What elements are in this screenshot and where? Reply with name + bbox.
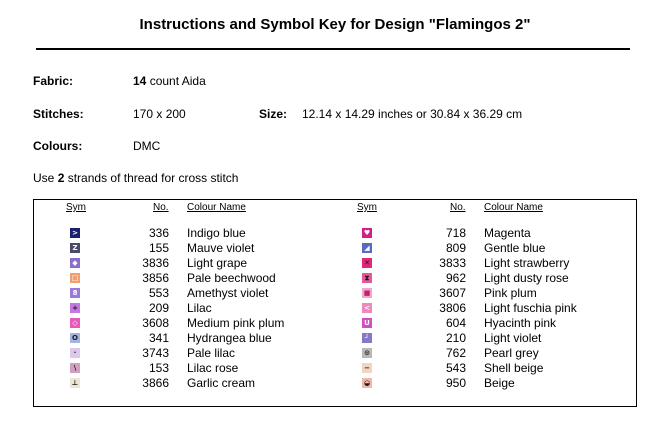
colour-name: Light strawberry (484, 256, 570, 270)
fabric-value (133, 74, 206, 88)
title-divider (36, 48, 630, 50)
size-value: 12.14 x 14.29 inches or 30.84 x 36.29 cm (302, 107, 523, 121)
colour-name: Gentle blue (484, 241, 546, 255)
dmc-number: 341 (148, 331, 169, 345)
symbol-swatch-icon: + (70, 303, 80, 313)
colour-name: Light dusty rose (484, 271, 569, 285)
colour-name: Pale beechwood (187, 271, 276, 285)
colours-label: Colours: (33, 139, 83, 153)
symbol-swatch-icon: Z (70, 243, 80, 253)
dmc-number: 962 (445, 271, 466, 285)
name-header-left: Colour Name (187, 202, 246, 213)
dmc-number: 336 (148, 226, 169, 240)
name-header-right: Colour Name (484, 202, 543, 213)
dmc-number: 762 (445, 346, 466, 360)
symbol-swatch-icon: ✕ (362, 258, 372, 268)
symbol-swatch-icon: > (70, 228, 80, 238)
symbol-swatch-icon: ◆ (70, 258, 80, 268)
note-post: strands of thread for cross stitch (67, 171, 239, 185)
symbol-swatch-icon: ⊙ (362, 348, 372, 358)
dmc-number: 553 (148, 286, 169, 300)
dmc-number: 3866 (142, 376, 169, 390)
dmc-number: 950 (445, 376, 466, 390)
dmc-number: 153 (148, 361, 169, 375)
symbol-key-table (33, 199, 637, 407)
no-header-left: No. (153, 202, 169, 213)
strands-note (33, 171, 238, 185)
colour-name: Magenta (484, 226, 531, 240)
symbol-swatch-icon: ◢ (362, 243, 372, 253)
symbol-swatch-icon: ◇ (70, 318, 80, 328)
colour-name: Mauve violet (187, 241, 255, 255)
symbol-swatch-icon: U (362, 318, 372, 328)
sym-header-left: Sym (66, 202, 86, 213)
colour-name: Light fuschia pink (484, 301, 577, 315)
symbol-swatch-icon: ♥ (363, 229, 371, 237)
dmc-number: 3806 (439, 301, 466, 315)
note-strands: 2 (57, 171, 65, 185)
sym-header-right: Sym (357, 202, 377, 213)
dmc-number: 3836 (142, 256, 169, 270)
symbol-swatch-icon: − (362, 363, 372, 373)
dmc-number: 3608 (142, 316, 169, 330)
colour-name: Lilac rose (187, 361, 239, 375)
symbol-swatch-icon: ⧗ (362, 273, 372, 283)
symbol-swatch-icon: □ (71, 274, 79, 282)
colour-name: Light violet (484, 331, 542, 345)
colour-name: Medium pink plum (187, 316, 285, 330)
colour-name: Pink plum (484, 286, 537, 300)
symbol-swatch-icon: ⊥ (71, 379, 79, 387)
dmc-number: 3833 (439, 256, 466, 270)
dmc-number: 209 (148, 301, 169, 315)
fabric-label: Fabric: (33, 74, 74, 88)
colour-name: Pale lilac (187, 346, 236, 360)
fabric-type: count Aida (149, 74, 206, 88)
no-header-right: No. (450, 202, 466, 213)
colour-name: Indigo blue (187, 226, 246, 240)
colour-name: Hyacinth pink (484, 316, 557, 330)
symbol-swatch-icon: < (362, 303, 372, 313)
stitches-label: Stitches: (33, 107, 84, 121)
colour-name: Hydrangea blue (187, 331, 272, 345)
dmc-number: 718 (445, 226, 466, 240)
colour-name: Garlic cream (187, 376, 256, 390)
page-title: Instructions and Symbol Key for Design "Flamingos 2" (139, 16, 531, 33)
colour-name: Beige (484, 376, 515, 390)
dmc-number: 809 (445, 241, 466, 255)
stitches-value: 170 x 200 (133, 107, 186, 121)
dmc-number: 210 (445, 331, 466, 345)
symbol-swatch-icon: · (70, 348, 80, 358)
symbol-swatch-icon: ■ (363, 289, 371, 297)
symbol-swatch-icon: O (70, 333, 80, 343)
dmc-number: 155 (148, 241, 169, 255)
dmc-number: 3743 (142, 346, 169, 360)
size-label: Size: (259, 107, 288, 121)
symbol-swatch-icon: 8 (70, 288, 80, 298)
dmc-number: 3607 (439, 286, 466, 300)
note-pre: Use (33, 171, 55, 185)
symbol-swatch-icon: ┘ (362, 333, 372, 343)
colour-name: Pearl grey (484, 346, 539, 360)
symbol-swatch-icon: ◒ (363, 379, 371, 387)
colour-name: Shell beige (484, 361, 544, 375)
colour-name: Lilac (187, 301, 212, 315)
colour-name: Amethyst violet (187, 286, 269, 300)
colours-value: DMC (133, 139, 161, 153)
colour-name: Light grape (187, 256, 248, 270)
fabric-count: 14 (133, 74, 147, 88)
dmc-number: 3856 (142, 271, 169, 285)
dmc-number: 543 (445, 361, 466, 375)
dmc-number: 604 (445, 316, 466, 330)
symbol-swatch-icon: \ (70, 363, 80, 373)
